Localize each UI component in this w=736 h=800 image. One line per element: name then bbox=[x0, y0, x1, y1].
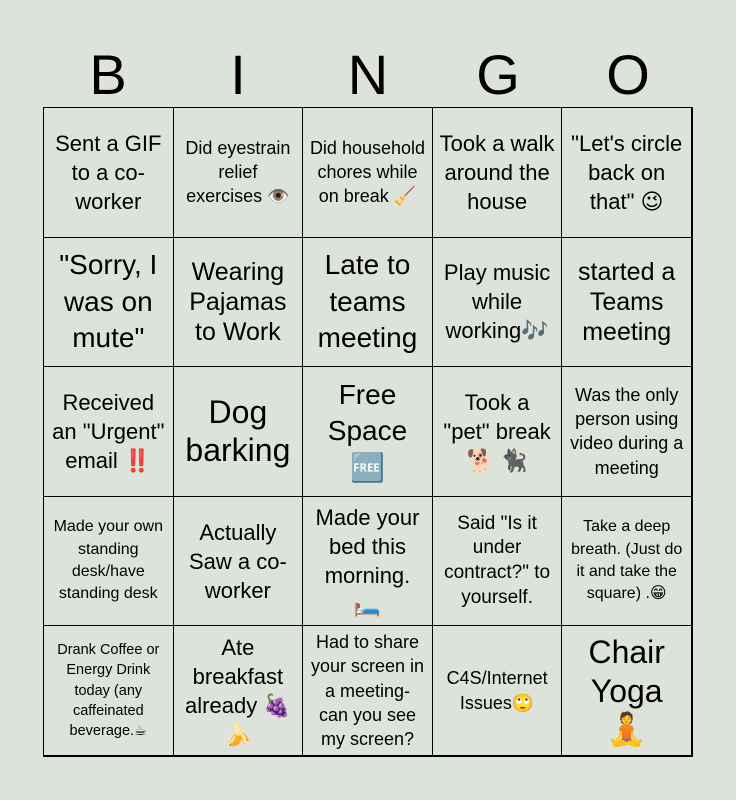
bingo-cell-r4c1[interactable] bbox=[43, 496, 174, 627]
cell-label: Did household chores while on break 🧹 bbox=[309, 137, 426, 207]
bingo-cell-r5c4[interactable] bbox=[432, 625, 563, 756]
bingo-cell-r1c3[interactable] bbox=[302, 107, 433, 238]
cell-label: Sent a GIF to a co-worker bbox=[55, 130, 162, 214]
cell-label: Made your own standing desk/have standing desk bbox=[53, 518, 163, 603]
bingo-cell-r3c5[interactable] bbox=[561, 366, 692, 497]
bingo-cell-r2c5[interactable] bbox=[561, 237, 692, 368]
bingo-cell-r4c2[interactable] bbox=[173, 496, 304, 627]
cell-label: Said "Is it under contract?" to yourself. bbox=[444, 512, 551, 608]
cell-label: Took a walk around the house bbox=[439, 130, 555, 214]
cell-label: Take a deep breath. (Just do it and take the square) .😁 bbox=[571, 518, 683, 603]
bingo-cell-r5c2[interactable] bbox=[173, 625, 304, 756]
cell-label: Ate breakfast already 🍇🍌 bbox=[185, 634, 291, 747]
cell-label: Free Space 🆓 bbox=[327, 378, 408, 483]
bingo-cell-r2c4[interactable] bbox=[432, 237, 563, 368]
cell-label: "Let's circle back on that" 😉 bbox=[571, 130, 683, 214]
bingo-cell-r1c5[interactable] bbox=[561, 107, 692, 238]
header-letter-g: G bbox=[476, 43, 520, 106]
bingo-cell-r1c4[interactable] bbox=[432, 107, 563, 238]
bingo-cell-r1c2[interactable] bbox=[173, 107, 304, 238]
header-letter-n: N bbox=[347, 43, 389, 106]
bingo-cell-r2c2[interactable] bbox=[173, 237, 304, 368]
bingo-cell-r3c1[interactable] bbox=[43, 366, 174, 497]
bingo-cell-r4c4[interactable] bbox=[432, 496, 563, 627]
cell-label: Actually Saw a co-worker bbox=[188, 519, 287, 603]
bingo-cell-r5c5[interactable] bbox=[561, 625, 692, 756]
cell-label: Did eyestrain relief exercises 👁️ bbox=[185, 137, 291, 207]
cell-label: Had to share your screen in a meeting- can you see my screen? bbox=[310, 631, 425, 750]
bingo-cell-r5c1[interactable] bbox=[43, 625, 174, 756]
cell-label: Was the only person using video during a meeting bbox=[570, 384, 684, 478]
header-letter-b: B bbox=[89, 43, 127, 106]
cell-label: Chair Yoga 🧘 bbox=[588, 634, 665, 747]
bingo-card bbox=[43, 107, 693, 757]
bingo-cell-r2c3[interactable] bbox=[302, 237, 433, 368]
bingo-cell-r3c3-free-space[interactable] bbox=[302, 366, 433, 497]
cell-label: Drank Coffee or Energy Drink today (any caffeinated beverage.☕ bbox=[57, 641, 160, 740]
cell-label: Wearing Pajamas to Work bbox=[189, 257, 287, 346]
bingo-cell-r5c3[interactable] bbox=[302, 625, 433, 756]
cell-label: C4S/Internet Issues🙄 bbox=[446, 668, 548, 713]
bingo-cell-r4c3[interactable] bbox=[302, 496, 433, 627]
header-letter-i: I bbox=[230, 43, 246, 106]
bingo-cell-r1c1[interactable] bbox=[43, 107, 174, 238]
cell-label: Dog barking bbox=[185, 394, 291, 469]
bingo-cell-r2c1[interactable] bbox=[43, 237, 174, 368]
bingo-header bbox=[43, 44, 693, 106]
cell-label: Play music while working🎶 bbox=[443, 260, 551, 344]
cell-label: Received an "Urgent" email ‼️ bbox=[52, 389, 165, 473]
bingo-cell-r3c4[interactable] bbox=[432, 366, 563, 497]
cell-label: started a Teams meeting bbox=[578, 257, 676, 346]
header-letter-o: O bbox=[606, 43, 650, 106]
cell-label: "Sorry, I was on mute" bbox=[59, 249, 158, 354]
bingo-cell-r4c5[interactable] bbox=[561, 496, 692, 627]
cell-label: Took a "pet" break🐕 🐈‍⬛ bbox=[443, 389, 551, 473]
cell-label: Late to teams meeting bbox=[317, 249, 418, 354]
cell-label: Made your bed this morning. 🛏️ bbox=[315, 505, 420, 618]
bingo-cell-r3c2[interactable] bbox=[173, 366, 304, 497]
